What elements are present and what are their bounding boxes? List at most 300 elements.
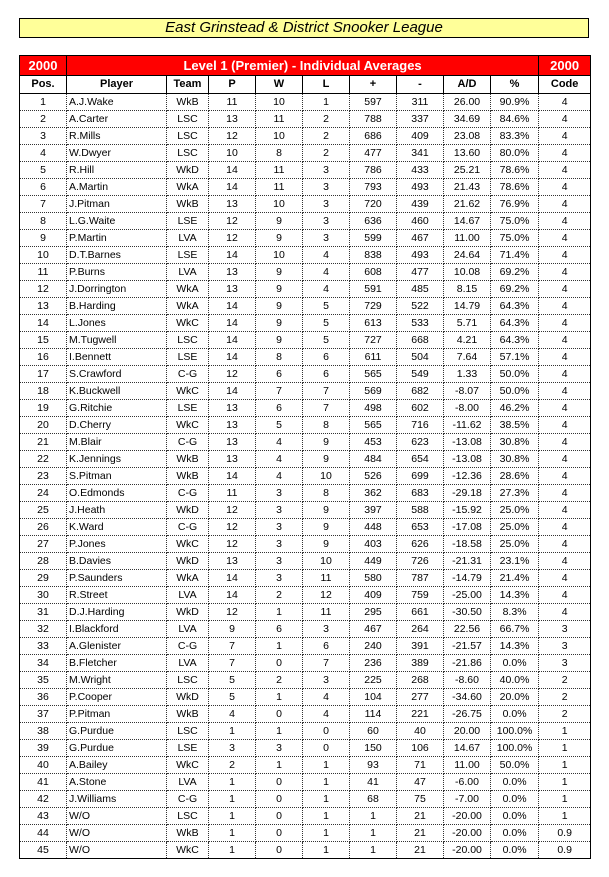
col-header-percent: % (491, 76, 539, 94)
table-row (20, 94, 591, 111)
for-cell: 720 (350, 196, 397, 213)
pos-cell: 38 (20, 723, 67, 740)
player-cell: B.Fletcher (67, 655, 167, 672)
player-cell: G.Purdue (67, 723, 167, 740)
pos-cell: 22 (20, 451, 67, 468)
against-cell: 268 (397, 672, 444, 689)
player-cell: P.Pitman (67, 706, 167, 723)
for-cell: 409 (350, 587, 397, 604)
team-cell: WkB (167, 825, 209, 842)
table-row (20, 723, 591, 740)
pos-cell: 31 (20, 604, 67, 621)
played-cell: 3 (209, 740, 256, 757)
for-cell: 788 (350, 111, 397, 128)
team-cell: C-G (167, 519, 209, 536)
average-diff-cell: 23.08 (444, 128, 491, 145)
percent-cell: 50.0% (491, 757, 539, 774)
code-cell: 4 (539, 94, 591, 111)
code-cell: 4 (539, 519, 591, 536)
average-diff-cell: -21.86 (444, 655, 491, 672)
col-header-against: - (397, 76, 444, 94)
for-cell: 608 (350, 264, 397, 281)
played-cell: 5 (209, 689, 256, 706)
against-cell: 341 (397, 145, 444, 162)
lost-cell: 3 (303, 672, 350, 689)
lost-cell: 6 (303, 349, 350, 366)
team-cell: WkD (167, 689, 209, 706)
average-diff-cell: -6.00 (444, 774, 491, 791)
won-cell: 10 (256, 247, 303, 264)
pos-cell: 1 (20, 94, 67, 111)
played-cell: 14 (209, 570, 256, 587)
pos-cell: 43 (20, 808, 67, 825)
played-cell: 14 (209, 468, 256, 485)
table-row (20, 485, 591, 502)
lost-cell: 6 (303, 638, 350, 655)
for-cell: 498 (350, 400, 397, 417)
table-row (20, 587, 591, 604)
for-cell: 68 (350, 791, 397, 808)
for-cell: 403 (350, 536, 397, 553)
played-cell: 5 (209, 672, 256, 689)
code-cell: 4 (539, 213, 591, 230)
team-cell: WkB (167, 451, 209, 468)
code-cell: 3 (539, 638, 591, 655)
player-cell: J.Dorrington (67, 281, 167, 298)
table-row (20, 808, 591, 825)
average-diff-cell: -21.57 (444, 638, 491, 655)
pos-cell: 40 (20, 757, 67, 774)
against-cell: 759 (397, 587, 444, 604)
lost-cell: 4 (303, 247, 350, 264)
team-cell: WkA (167, 179, 209, 196)
won-cell: 9 (256, 281, 303, 298)
average-diff-cell: 25.21 (444, 162, 491, 179)
percent-cell: 80.0% (491, 145, 539, 162)
against-cell: 337 (397, 111, 444, 128)
against-cell: 106 (397, 740, 444, 757)
team-cell: WkC (167, 757, 209, 774)
pos-cell: 13 (20, 298, 67, 315)
played-cell: 14 (209, 315, 256, 332)
for-cell: 611 (350, 349, 397, 366)
percent-cell: 25.0% (491, 519, 539, 536)
pos-cell: 23 (20, 468, 67, 485)
played-cell: 14 (209, 247, 256, 264)
table-row (20, 791, 591, 808)
percent-cell: 40.0% (491, 672, 539, 689)
won-cell: 5 (256, 417, 303, 434)
average-diff-cell: 34.69 (444, 111, 491, 128)
player-cell: P.Jones (67, 536, 167, 553)
pos-cell: 21 (20, 434, 67, 451)
percent-cell: 21.4% (491, 570, 539, 587)
player-cell: B.Harding (67, 298, 167, 315)
pos-cell: 15 (20, 332, 67, 349)
lost-cell: 11 (303, 604, 350, 621)
table-row (20, 298, 591, 315)
lost-cell: 9 (303, 536, 350, 553)
player-cell: J.Heath (67, 502, 167, 519)
won-cell: 0 (256, 655, 303, 672)
lost-cell: 12 (303, 587, 350, 604)
average-diff-cell: 14.79 (444, 298, 491, 315)
lost-cell: 9 (303, 519, 350, 536)
code-cell: 4 (539, 570, 591, 587)
table-row (20, 570, 591, 587)
team-cell: C-G (167, 791, 209, 808)
lost-cell: 9 (303, 451, 350, 468)
player-cell: K.Buckwell (67, 383, 167, 400)
pos-cell: 30 (20, 587, 67, 604)
won-cell: 4 (256, 468, 303, 485)
average-diff-cell: -18.58 (444, 536, 491, 553)
average-diff-cell: 21.62 (444, 196, 491, 213)
table-row (20, 162, 591, 179)
average-diff-cell: 10.08 (444, 264, 491, 281)
won-cell: 1 (256, 638, 303, 655)
lost-cell: 5 (303, 332, 350, 349)
player-cell: A.Glenister (67, 638, 167, 655)
table-row (20, 706, 591, 723)
pos-cell: 3 (20, 128, 67, 145)
lost-cell: 11 (303, 570, 350, 587)
lost-cell: 3 (303, 196, 350, 213)
code-cell: 4 (539, 332, 591, 349)
against-cell: 409 (397, 128, 444, 145)
average-diff-cell: 26.00 (444, 94, 491, 111)
percent-cell: 0.0% (491, 808, 539, 825)
against-cell: 264 (397, 621, 444, 638)
against-cell: 716 (397, 417, 444, 434)
player-cell: P.Burns (67, 264, 167, 281)
lost-cell: 7 (303, 400, 350, 417)
won-cell: 9 (256, 298, 303, 315)
for-cell: 484 (350, 451, 397, 468)
code-cell: 4 (539, 587, 591, 604)
player-cell: R.Mills (67, 128, 167, 145)
against-cell: 277 (397, 689, 444, 706)
won-cell: 8 (256, 349, 303, 366)
against-cell: 682 (397, 383, 444, 400)
average-diff-cell: -26.75 (444, 706, 491, 723)
won-cell: 4 (256, 434, 303, 451)
team-cell: LSE (167, 247, 209, 264)
code-cell: 4 (539, 162, 591, 179)
played-cell: 10 (209, 145, 256, 162)
percent-cell: 0.0% (491, 842, 539, 859)
played-cell: 13 (209, 553, 256, 570)
average-diff-cell: -20.00 (444, 825, 491, 842)
won-cell: 6 (256, 400, 303, 417)
percent-cell: 69.2% (491, 281, 539, 298)
for-cell: 449 (350, 553, 397, 570)
code-cell: 0.9 (539, 842, 591, 859)
against-cell: 504 (397, 349, 444, 366)
table-row (20, 689, 591, 706)
player-cell: O.Edmonds (67, 485, 167, 502)
against-cell: 626 (397, 536, 444, 553)
pos-cell: 12 (20, 281, 67, 298)
won-cell: 7 (256, 383, 303, 400)
played-cell: 12 (209, 128, 256, 145)
won-cell: 1 (256, 723, 303, 740)
won-cell: 2 (256, 672, 303, 689)
pos-cell: 10 (20, 247, 67, 264)
pos-cell: 44 (20, 825, 67, 842)
against-cell: 683 (397, 485, 444, 502)
lost-cell: 2 (303, 128, 350, 145)
team-cell: LSC (167, 128, 209, 145)
player-cell: W.Dwyer (67, 145, 167, 162)
lost-cell: 2 (303, 145, 350, 162)
code-cell: 1 (539, 740, 591, 757)
average-diff-cell: 14.67 (444, 213, 491, 230)
against-cell: 661 (397, 604, 444, 621)
team-cell: WkD (167, 604, 209, 621)
team-cell: WkC (167, 536, 209, 553)
player-cell: W/O (67, 808, 167, 825)
average-diff-cell: -8.00 (444, 400, 491, 417)
table-row (20, 842, 591, 859)
code-cell: 4 (539, 502, 591, 519)
percent-cell: 27.3% (491, 485, 539, 502)
for-cell: 467 (350, 621, 397, 638)
player-cell: W/O (67, 842, 167, 859)
col-header-lost: L (303, 76, 350, 94)
averages-table (19, 55, 591, 859)
against-cell: 21 (397, 825, 444, 842)
code-cell: 4 (539, 417, 591, 434)
played-cell: 14 (209, 332, 256, 349)
team-cell: LVA (167, 264, 209, 281)
percent-cell: 69.2% (491, 264, 539, 281)
played-cell: 14 (209, 298, 256, 315)
player-cell: G.Ritchie (67, 400, 167, 417)
team-cell: LSC (167, 808, 209, 825)
against-cell: 653 (397, 519, 444, 536)
player-cell: A.Carter (67, 111, 167, 128)
lost-cell: 1 (303, 791, 350, 808)
team-cell: LVA (167, 621, 209, 638)
team-cell: WkC (167, 842, 209, 859)
pos-cell: 26 (20, 519, 67, 536)
lost-cell: 1 (303, 774, 350, 791)
pos-cell: 2 (20, 111, 67, 128)
average-diff-cell: -8.60 (444, 672, 491, 689)
average-diff-cell: -17.08 (444, 519, 491, 536)
team-cell: WkA (167, 298, 209, 315)
average-diff-cell: 13.60 (444, 145, 491, 162)
player-cell: G.Purdue (67, 740, 167, 757)
won-cell: 0 (256, 808, 303, 825)
average-diff-cell: -21.31 (444, 553, 491, 570)
team-cell: WkD (167, 502, 209, 519)
code-cell: 1 (539, 757, 591, 774)
played-cell: 1 (209, 808, 256, 825)
col-header-won: W (256, 76, 303, 94)
against-cell: 47 (397, 774, 444, 791)
for-cell: 636 (350, 213, 397, 230)
code-cell: 2 (539, 706, 591, 723)
played-cell: 4 (209, 706, 256, 723)
code-cell: 4 (539, 281, 591, 298)
code-cell: 4 (539, 179, 591, 196)
lost-cell: 1 (303, 94, 350, 111)
for-cell: 727 (350, 332, 397, 349)
played-cell: 11 (209, 94, 256, 111)
code-cell: 4 (539, 247, 591, 264)
team-cell: WkA (167, 281, 209, 298)
for-cell: 1 (350, 842, 397, 859)
player-cell: S.Pitman (67, 468, 167, 485)
against-cell: 493 (397, 247, 444, 264)
player-cell: A.J.Wake (67, 94, 167, 111)
table-row (20, 332, 591, 349)
average-diff-cell: -7.00 (444, 791, 491, 808)
for-cell: 565 (350, 417, 397, 434)
won-cell: 3 (256, 570, 303, 587)
won-cell: 0 (256, 706, 303, 723)
code-cell: 4 (539, 366, 591, 383)
player-cell: P.Cooper (67, 689, 167, 706)
banner-year-left: 2000 (20, 56, 67, 76)
lost-cell: 1 (303, 825, 350, 842)
lost-cell: 2 (303, 111, 350, 128)
for-cell: 613 (350, 315, 397, 332)
played-cell: 2 (209, 757, 256, 774)
against-cell: 460 (397, 213, 444, 230)
pos-cell: 16 (20, 349, 67, 366)
lost-cell: 5 (303, 315, 350, 332)
lost-cell: 8 (303, 485, 350, 502)
pos-cell: 45 (20, 842, 67, 859)
col-header-for: + (350, 76, 397, 94)
player-cell: K.Ward (67, 519, 167, 536)
average-diff-cell: 11.00 (444, 757, 491, 774)
played-cell: 12 (209, 536, 256, 553)
played-cell: 12 (209, 366, 256, 383)
team-cell: LSE (167, 400, 209, 417)
percent-cell: 30.8% (491, 451, 539, 468)
for-cell: 580 (350, 570, 397, 587)
table-row (20, 417, 591, 434)
team-cell: C-G (167, 434, 209, 451)
table-row (20, 349, 591, 366)
lost-cell: 3 (303, 621, 350, 638)
table-row (20, 740, 591, 757)
against-cell: 485 (397, 281, 444, 298)
won-cell: 6 (256, 621, 303, 638)
against-cell: 477 (397, 264, 444, 281)
percent-cell: 28.6% (491, 468, 539, 485)
code-cell: 4 (539, 468, 591, 485)
table-row (20, 366, 591, 383)
col-header-code: Code (539, 76, 591, 94)
team-cell: WkC (167, 417, 209, 434)
percent-cell: 14.3% (491, 587, 539, 604)
col-header-played: P (209, 76, 256, 94)
played-cell: 13 (209, 451, 256, 468)
table-row (20, 315, 591, 332)
col-header-player: Player (67, 76, 167, 94)
pos-cell: 32 (20, 621, 67, 638)
won-cell: 10 (256, 196, 303, 213)
against-cell: 668 (397, 332, 444, 349)
team-cell: LSE (167, 213, 209, 230)
percent-cell: 25.0% (491, 536, 539, 553)
pos-cell: 28 (20, 553, 67, 570)
lost-cell: 4 (303, 689, 350, 706)
won-cell: 9 (256, 315, 303, 332)
code-cell: 1 (539, 723, 591, 740)
against-cell: 389 (397, 655, 444, 672)
won-cell: 11 (256, 162, 303, 179)
team-cell: WkA (167, 570, 209, 587)
team-cell: WkD (167, 553, 209, 570)
percent-cell: 76.9% (491, 196, 539, 213)
against-cell: 391 (397, 638, 444, 655)
against-cell: 623 (397, 434, 444, 451)
played-cell: 7 (209, 638, 256, 655)
played-cell: 14 (209, 162, 256, 179)
pos-cell: 34 (20, 655, 67, 672)
percent-cell: 50.0% (491, 366, 539, 383)
percent-cell: 75.0% (491, 213, 539, 230)
for-cell: 225 (350, 672, 397, 689)
percent-cell: 64.3% (491, 332, 539, 349)
team-cell: C-G (167, 366, 209, 383)
played-cell: 13 (209, 434, 256, 451)
for-cell: 240 (350, 638, 397, 655)
for-cell: 591 (350, 281, 397, 298)
team-cell: LSE (167, 740, 209, 757)
played-cell: 12 (209, 519, 256, 536)
percent-cell: 30.8% (491, 434, 539, 451)
lost-cell: 1 (303, 842, 350, 859)
won-cell: 0 (256, 842, 303, 859)
lost-cell: 5 (303, 298, 350, 315)
percent-cell: 25.0% (491, 502, 539, 519)
league-title: East Grinstead & District Snooker League (19, 18, 589, 38)
won-cell: 3 (256, 502, 303, 519)
table-row (20, 213, 591, 230)
lost-cell: 3 (303, 213, 350, 230)
pos-cell: 4 (20, 145, 67, 162)
code-cell: 4 (539, 196, 591, 213)
played-cell: 12 (209, 502, 256, 519)
average-diff-cell: 1.33 (444, 366, 491, 383)
won-cell: 2 (256, 587, 303, 604)
average-diff-cell: -11.62 (444, 417, 491, 434)
played-cell: 14 (209, 349, 256, 366)
lost-cell: 0 (303, 740, 350, 757)
pos-cell: 18 (20, 383, 67, 400)
for-cell: 295 (350, 604, 397, 621)
played-cell: 1 (209, 825, 256, 842)
for-cell: 362 (350, 485, 397, 502)
percent-cell: 66.7% (491, 621, 539, 638)
table-row (20, 128, 591, 145)
for-cell: 397 (350, 502, 397, 519)
lost-cell: 6 (303, 366, 350, 383)
for-cell: 597 (350, 94, 397, 111)
average-diff-cell: -30.50 (444, 604, 491, 621)
won-cell: 11 (256, 179, 303, 196)
pos-cell: 24 (20, 485, 67, 502)
column-header-row (20, 76, 591, 94)
player-cell: J.Williams (67, 791, 167, 808)
